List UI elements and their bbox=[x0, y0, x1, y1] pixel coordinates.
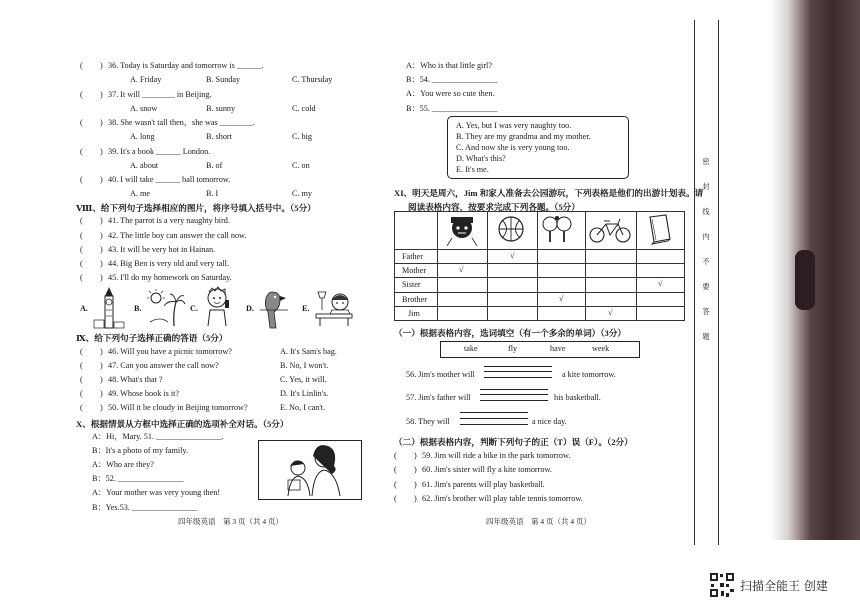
option-a: A. long bbox=[130, 132, 155, 141]
sun-palm-icon bbox=[146, 288, 186, 328]
list-item: 44. Big Ben is very old and very tall. bbox=[108, 259, 229, 268]
question-text: 48. What's that ? bbox=[108, 375, 163, 384]
question-text: 39. It's a book ______ London. bbox=[108, 147, 211, 156]
big-ben-icon bbox=[92, 286, 126, 330]
family-photo-icon bbox=[258, 440, 362, 500]
list-item: 61. Jim's parents will play basketball. bbox=[422, 480, 545, 489]
part-2-title: （二）根据表格内容，判断下列句子的正（T）误（F）。（2分） bbox=[394, 437, 633, 447]
picture-label-a: A. bbox=[80, 304, 88, 313]
answer-paren[interactable]: ( bbox=[80, 118, 83, 127]
row-label-jim: Jim bbox=[408, 309, 420, 318]
answer-paren-close: ) bbox=[100, 175, 103, 184]
section-8-title: Ⅷ、给下列句子选择相应的图片，将序号填入括号中。（5分） bbox=[76, 203, 316, 213]
answer-paren[interactable]: ( bbox=[80, 90, 83, 99]
answer-option: B. No, I won't. bbox=[280, 361, 329, 370]
option-b: B. I bbox=[206, 189, 219, 198]
answer-paren[interactable]: ( bbox=[394, 451, 397, 460]
answer-blank[interactable] bbox=[484, 377, 552, 378]
row-label-mother: Mother bbox=[402, 266, 427, 275]
list-item: 43. It will be very hot in Hainan. bbox=[108, 245, 216, 254]
part-1-title: （一）根据表格内容，选词填空（有一个多余的单词）（3分） bbox=[394, 328, 627, 338]
book-icon bbox=[646, 213, 674, 245]
basketball-icon bbox=[496, 214, 526, 244]
table-tennis-icon bbox=[540, 214, 574, 244]
check-mark: √ bbox=[658, 279, 663, 288]
answer-blank[interactable] bbox=[480, 400, 548, 401]
answer-paren[interactable]: ( bbox=[80, 361, 83, 370]
list-item: 45. I'll do my homework on Saturday. bbox=[108, 273, 232, 282]
check-mark: √ bbox=[608, 308, 613, 317]
question-text: 50. Will it be cloudy in Beijing tomorrow? bbox=[108, 403, 248, 412]
option-b: B. of bbox=[206, 161, 223, 170]
binding-margin-text: 密 封 线 内 不 要 答 题 bbox=[702, 158, 710, 341]
question-text: 38. She wasn't tall then，she was ________. bbox=[108, 118, 255, 127]
row-label-father: Father bbox=[402, 252, 423, 261]
answer-paren[interactable]: ( bbox=[80, 216, 83, 225]
picture-label-b: B. bbox=[134, 304, 142, 313]
sentence-57-end: his basketball. bbox=[554, 393, 601, 402]
word-bank-word: fly bbox=[508, 344, 518, 353]
binding-line-right bbox=[718, 20, 719, 545]
sentence-57-start: 57. Jim's father will bbox=[406, 393, 471, 402]
word-bank-word: take bbox=[464, 344, 478, 353]
section-11-title-line-1: XI、明天是周六，Jim 和家人准备去公园游玩，下列表格是他们的出游计划表。请 bbox=[394, 188, 704, 198]
parrot-icon bbox=[258, 288, 290, 330]
list-item: 62. Jim's brother will play table tennis tomorrow. bbox=[422, 494, 583, 503]
option-c: C. big bbox=[292, 132, 313, 141]
answer-paren-close: ) bbox=[100, 90, 103, 99]
answer-paren[interactable]: ( bbox=[80, 259, 83, 268]
section-11-title-line-2: 阅读表格内容，按要求完成下列各题。（5分） bbox=[408, 202, 580, 212]
question-text: 49. Whose book is it? bbox=[108, 389, 180, 398]
answer-paren[interactable]: ( bbox=[394, 465, 397, 474]
check-mark: √ bbox=[459, 265, 464, 274]
check-mark: √ bbox=[510, 251, 515, 260]
word-bank-word: have bbox=[550, 344, 566, 353]
answer-paren[interactable]: ( bbox=[80, 375, 83, 384]
list-item: 59. Jim will ride a bike in the park tomorrow. bbox=[422, 451, 571, 460]
qr-code-icon bbox=[709, 572, 735, 598]
option-a: A. snow bbox=[130, 104, 158, 113]
choice-option: C. And now she is very young too. bbox=[456, 143, 570, 152]
sentence-58-end: a nice day. bbox=[532, 417, 567, 426]
sentence-56-start: 56. Jim's mother will bbox=[406, 370, 475, 379]
boy-phone-icon bbox=[200, 286, 236, 330]
left-page-footer: 四年级英语 第 3 页（共 4 页） bbox=[178, 517, 283, 526]
answer-paren[interactable]: ( bbox=[80, 389, 83, 398]
photo-edge-shadow bbox=[795, 250, 815, 310]
option-c: C. Thursday bbox=[292, 75, 333, 84]
choice-option: D. What's this? bbox=[456, 154, 506, 163]
dialog-line: A：You were so cute then. bbox=[406, 89, 495, 98]
answer-blank[interactable] bbox=[460, 424, 528, 425]
sentence-56-end: a kite tomorrow. bbox=[562, 370, 616, 379]
question-text: 37. It will ________ in Beijing. bbox=[108, 90, 212, 99]
option-a: A. about bbox=[130, 161, 159, 170]
dialog-line[interactable]: B：55. ________________ bbox=[406, 104, 498, 113]
section-9-title: Ⅸ、给下列句子选择正确的答语（5分） bbox=[76, 333, 228, 343]
option-b: B. short bbox=[206, 132, 232, 141]
question-text: 40. I will take ______ ball tomorrow. bbox=[108, 175, 231, 184]
choice-option: E. It's me. bbox=[456, 165, 489, 174]
dialog-line: A：Who are they? bbox=[92, 460, 154, 469]
answer-paren[interactable]: ( bbox=[80, 347, 83, 356]
picture-label-c: C. bbox=[190, 304, 198, 313]
row-label-brother: Brother bbox=[402, 295, 428, 304]
option-a: A. Friday bbox=[130, 75, 162, 84]
photo-edge bbox=[770, 0, 860, 540]
kite-icon bbox=[444, 213, 480, 247]
dialog-line: A：Who is that little girl? bbox=[406, 61, 492, 70]
answer-paren[interactable]: ( bbox=[80, 273, 83, 282]
boy-homework-icon bbox=[314, 288, 354, 328]
answer-paren[interactable]: ( bbox=[394, 494, 397, 503]
question-text: 47. Can you answer the call now? bbox=[108, 361, 219, 370]
answer-paren[interactable]: ( bbox=[80, 245, 83, 254]
answer-paren[interactable]: ( bbox=[80, 231, 83, 240]
dialog-line[interactable]: B：54. ________________ bbox=[406, 75, 498, 84]
check-mark: √ bbox=[559, 294, 564, 303]
answer-paren[interactable]: ( bbox=[80, 61, 83, 70]
picture-label-e: E. bbox=[302, 304, 310, 313]
right-page-footer: 四年级英语 第 4 页（共 4 页） bbox=[486, 517, 591, 526]
option-b: B. sunny bbox=[206, 104, 236, 113]
section-10-title: X、根据情景从方框中选择正确的选项补全对话。（5分） bbox=[76, 419, 289, 429]
dialog-line: A：Your mother was very young then! bbox=[92, 488, 221, 497]
answer-option: A. It's Sam's bag. bbox=[280, 347, 337, 356]
list-item: 42. The little boy can answer the call now. bbox=[108, 231, 247, 240]
answer-paren[interactable]: ( bbox=[80, 147, 83, 156]
option-c: C. my bbox=[292, 189, 313, 198]
watermark-text: 扫描全能王 创建 bbox=[740, 579, 828, 593]
dialog-line[interactable]: B：Yes.53. ________________ bbox=[92, 503, 198, 512]
choice-option: B. They are my grandma and my mother. bbox=[456, 132, 591, 141]
picture-label-d: D. bbox=[246, 304, 254, 313]
row-label-sister: Sister bbox=[402, 280, 421, 289]
option-c: C. on bbox=[292, 161, 310, 170]
dialog-line[interactable]: B：52. ________________ bbox=[92, 474, 184, 483]
bike-icon bbox=[588, 218, 632, 244]
question-text: 36. Today is Saturday and tomorrow is ______. bbox=[108, 61, 264, 70]
answer-option: C. Yes, it will. bbox=[280, 375, 327, 384]
question-text: 46. Will you have a picnic tomorrow? bbox=[108, 347, 232, 356]
answer-option: E. No, I can't. bbox=[280, 403, 326, 412]
answer-paren[interactable]: ( bbox=[80, 403, 83, 412]
answer-paren[interactable]: ( bbox=[394, 480, 397, 489]
option-b: B. Sunday bbox=[206, 75, 241, 84]
binding-line-left bbox=[694, 20, 695, 545]
choice-option: A. Yes, but I was very naughty too. bbox=[456, 121, 572, 130]
sentence-58-start: 58. They will bbox=[406, 417, 450, 426]
word-bank-word: week bbox=[592, 344, 610, 353]
answer-paren-close: ) bbox=[100, 147, 103, 156]
answer-paren[interactable]: ( bbox=[80, 175, 83, 184]
dialog-line[interactable]: A：Hi，Mary. 51. ________________. bbox=[92, 432, 224, 441]
list-item: 41. The parrot is a very naughty bird. bbox=[108, 216, 230, 225]
list-item: 60. Jim's sister will fly a kite tomorrow. bbox=[422, 465, 552, 474]
answer-option: D. It's Linlin's. bbox=[280, 389, 329, 398]
dialog-line: B：It's a photo of my family. bbox=[92, 446, 188, 455]
answer-paren-close: ) bbox=[100, 118, 103, 127]
answer-paren-close: ) bbox=[100, 61, 103, 70]
option-a: A. me bbox=[130, 189, 151, 198]
option-c: C. cold bbox=[292, 104, 316, 113]
